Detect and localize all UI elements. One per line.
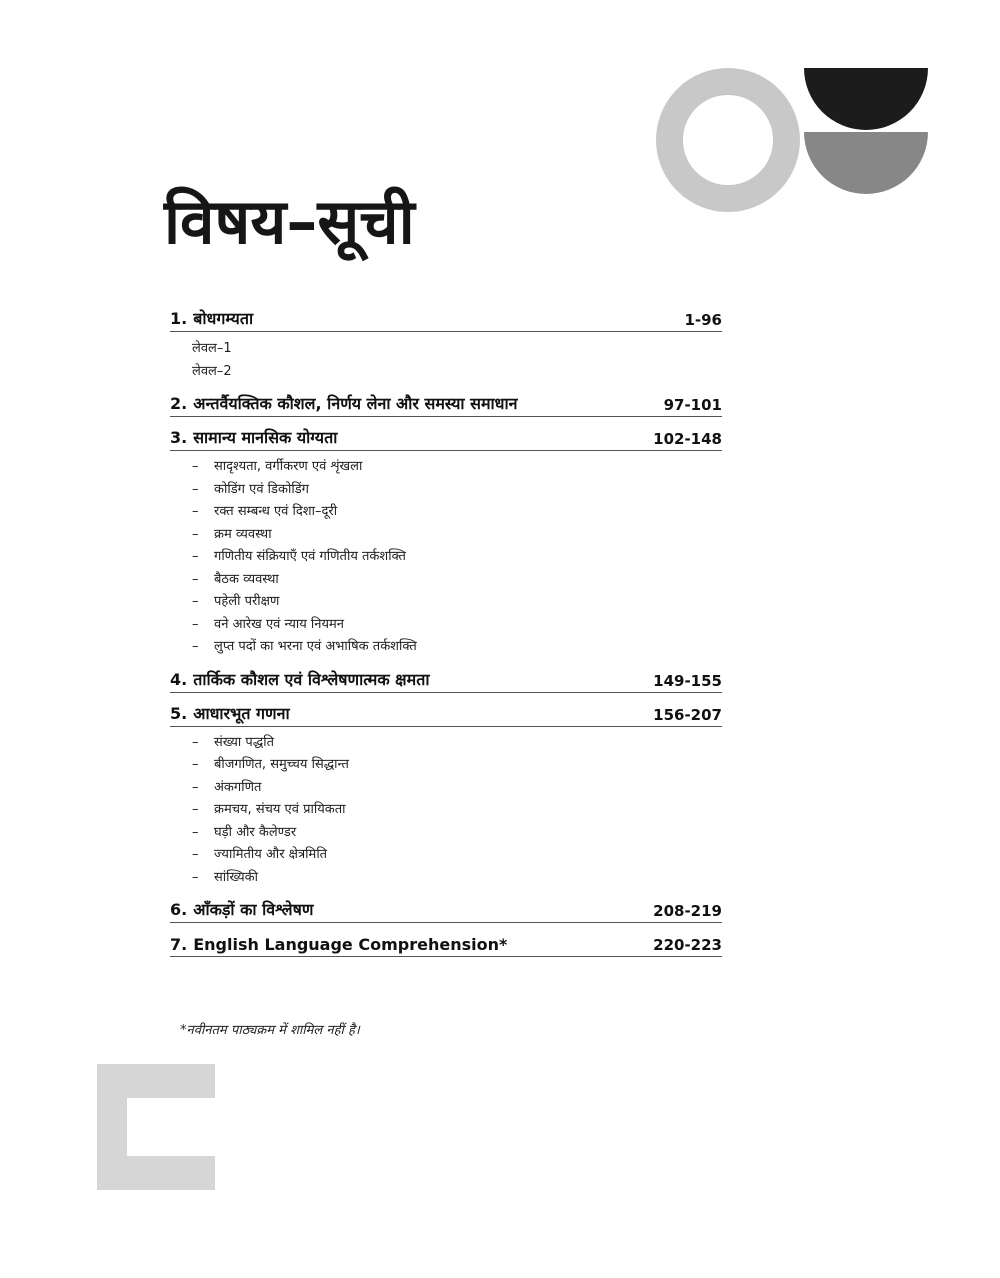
topic-item: [170, 524, 722, 547]
topic-label: कोडिंग एवं डिकोडिंग: [214, 481, 309, 497]
topic-item: [170, 844, 722, 867]
entry-number: 2.: [170, 394, 188, 413]
topic-item: [170, 867, 722, 890]
entry-title: आधारभूत गणना: [193, 703, 290, 723]
toc-section-2: [170, 390, 722, 417]
topic-item: [170, 754, 722, 777]
entry-pages: 97-101: [663, 396, 722, 414]
topic-label: क्रम व्यवस्था: [214, 526, 272, 542]
dash-marker: –: [192, 616, 199, 632]
toc-section-3: [170, 424, 722, 659]
topic-label: गणितीय संक्रियाएँ एवं गणितीय तर्कशक्ति: [214, 549, 406, 564]
decorative-half-circle-gray: [804, 132, 928, 194]
toc-entry[interactable]: [170, 666, 722, 693]
dash-marker: –: [192, 757, 199, 772]
toc-entry[interactable]: [170, 930, 722, 957]
dash-marker: –: [192, 504, 199, 519]
topic-label: ज्यामितीय और क्षेत्रमिति: [214, 847, 328, 862]
dash-marker: –: [192, 594, 199, 609]
entry-title: आँकड़ों का विश्लेषण: [193, 900, 314, 919]
decorative-half-circle-dark: [804, 68, 928, 130]
page-title: विषय–सूची: [164, 185, 415, 258]
topic-label: बैठक व्यवस्था: [214, 571, 279, 587]
topic-label: अंकगणित: [214, 779, 262, 795]
dash-marker: –: [192, 824, 199, 840]
topic-item: [170, 479, 722, 502]
topic-item: [170, 636, 722, 659]
topic-label: संख्या पद्धति: [214, 734, 274, 750]
entry-number: 1.: [170, 309, 188, 328]
topic-label: पहेली परीक्षण: [214, 594, 280, 609]
topic-label: बीजगणित, समुच्चय सिद्धान्त: [214, 757, 349, 772]
entry-title: English Language Comprehension*: [193, 935, 508, 954]
topic-label: लुप्त पदों का भरना एवं अभाषिक तर्कशक्ति: [214, 639, 417, 654]
entry-title: तार्किक कौशल एवं विश्लेषणात्मक क्षमता: [193, 669, 430, 689]
topic-item: [170, 799, 722, 822]
topic-list: [170, 727, 722, 890]
topic-item: [170, 822, 722, 845]
dash-marker: –: [192, 481, 199, 497]
dash-marker: –: [192, 734, 199, 750]
dash-marker: –: [192, 847, 199, 862]
toc-entry[interactable]: [170, 390, 722, 417]
entry-pages: 208-219: [653, 902, 722, 920]
toc-entry[interactable]: [170, 896, 722, 923]
topic-item: [170, 591, 722, 614]
dash-marker: –: [192, 459, 199, 474]
dash-marker: –: [192, 571, 199, 587]
topic-item: [170, 546, 722, 569]
entry-number: 6.: [170, 900, 188, 919]
topic-item: [170, 777, 722, 800]
entry-pages: 1-96: [684, 311, 722, 329]
level-list: [170, 332, 722, 383]
topic-item: [170, 732, 722, 755]
entry-pages: 156-207: [653, 705, 722, 724]
dash-marker: –: [192, 869, 199, 885]
topic-label: सांख्यिकी: [214, 869, 259, 885]
toc-section-4: [170, 666, 722, 693]
dash-marker: –: [192, 549, 199, 564]
dash-marker: –: [192, 639, 199, 654]
decorative-ring: [656, 68, 800, 212]
dash-marker: –: [192, 526, 199, 542]
entry-pages: 102-148: [653, 430, 722, 448]
footnote: *नवीनतम पाठ्यक्रम में शामिल नहीं है।: [180, 1023, 360, 1038]
entry-number: 7.: [170, 935, 188, 954]
topic-label: क्रमचय, संचय एवं प्रायिकता: [214, 802, 346, 817]
topic-item: [170, 456, 722, 479]
level-item: लेवल–1: [192, 341, 232, 356]
toc-section-7: [170, 930, 722, 957]
toc-section-1: [170, 305, 722, 383]
entry-pages: 149-155: [653, 671, 722, 690]
entry-number: 4.: [170, 669, 188, 689]
topic-list: [170, 451, 722, 659]
topic-item: [170, 569, 722, 592]
dash-marker: –: [192, 779, 199, 795]
toc-section-5: [170, 700, 722, 890]
topic-item: [170, 501, 722, 524]
toc-section-6: [170, 896, 722, 923]
level-item: लेवल–2: [192, 364, 232, 379]
entry-number: 3.: [170, 428, 188, 447]
entry-title: सामान्य मानसिक योग्यता: [193, 428, 338, 447]
topic-label: सादृश्यता, वर्गीकरण एवं शृंखला: [214, 459, 363, 474]
topic-label: रक्त सम्बन्ध एवं दिशा–दूरी: [214, 504, 338, 519]
table-of-contents: [170, 305, 722, 964]
entry-number: 5.: [170, 703, 188, 723]
toc-entry[interactable]: [170, 700, 722, 727]
entry-title: बोधगम्यता: [193, 309, 254, 328]
toc-entry[interactable]: [170, 305, 722, 332]
topic-label: घड़ी और कैलेण्डर: [214, 824, 297, 840]
topic-label: वने आरेख एवं न्याय नियमन: [214, 616, 345, 632]
decorative-bracket: [97, 1064, 215, 1190]
entry-title: अन्तर्वैयक्तिक कौशल, निर्णय लेना और समस्या समाधान: [193, 394, 518, 413]
entry-pages: 220-223: [653, 936, 722, 954]
topic-item: [170, 614, 722, 637]
dash-marker: –: [192, 802, 199, 817]
toc-entry[interactable]: [170, 424, 722, 451]
